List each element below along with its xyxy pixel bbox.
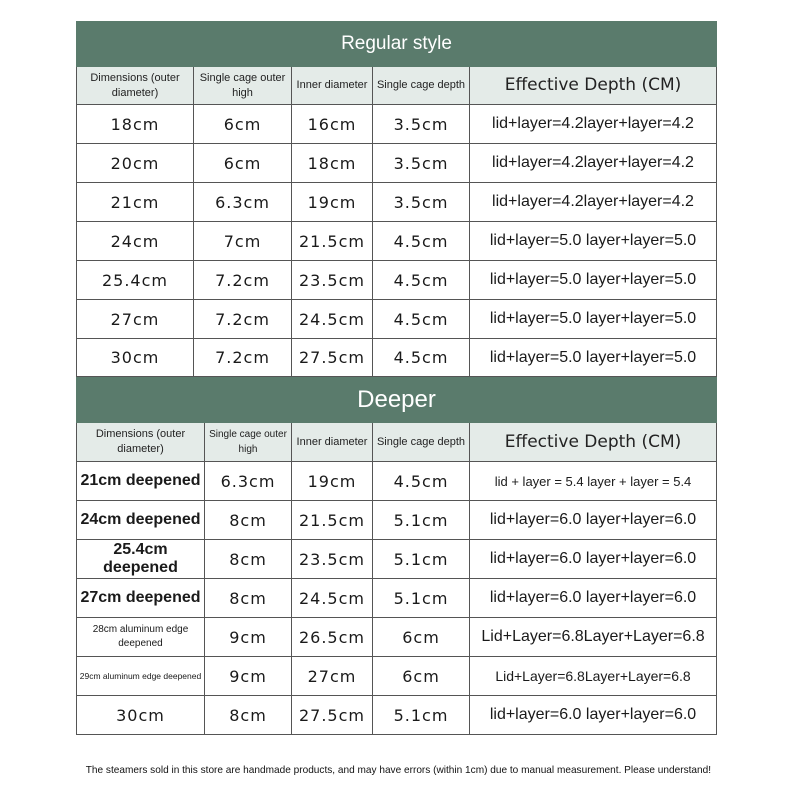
table-cell: 6.3cm bbox=[194, 183, 292, 222]
table-cell: 28cm aluminum edge deepened bbox=[77, 618, 205, 657]
table-cell: 30cm bbox=[77, 339, 194, 377]
table-cell: 7.2cm bbox=[194, 300, 292, 339]
table-row bbox=[77, 339, 717, 377]
table-cell: 30cm bbox=[77, 696, 205, 735]
table-cell: 4.5cm bbox=[373, 462, 470, 501]
regular-style-table bbox=[76, 21, 717, 377]
table-cell: lid+layer=5.0 layer+layer=5.0 bbox=[470, 300, 717, 339]
table-cell: 5.1cm bbox=[373, 579, 470, 618]
header-cell: Inner diameter bbox=[292, 423, 373, 462]
table-cell: 3.5cm bbox=[373, 105, 470, 144]
header-cell: Dimensions (outer diameter) bbox=[77, 423, 205, 462]
table-cell: 19cm bbox=[292, 183, 373, 222]
table-cell: 8cm bbox=[205, 579, 292, 618]
header-cell: Inner diameter bbox=[292, 67, 373, 105]
table-cell: Lid+Layer=6.8Layer+Layer=6.8 bbox=[470, 618, 717, 657]
table-row bbox=[77, 222, 717, 261]
table-cell: 24.5cm bbox=[292, 300, 373, 339]
section-title: Deeper bbox=[77, 378, 717, 423]
table-cell: 7cm bbox=[194, 222, 292, 261]
table-row bbox=[77, 144, 717, 183]
table-cell: lid + layer = 5.4 layer + layer = 5.4 bbox=[470, 462, 717, 501]
deeper-title-row bbox=[77, 378, 717, 423]
table-cell: 6cm bbox=[373, 657, 470, 696]
table-cell: lid+layer=5.0 layer+layer=5.0 bbox=[470, 222, 717, 261]
table-cell: lid+layer=5.0 layer+layer=5.0 bbox=[470, 339, 717, 377]
table-row bbox=[77, 696, 717, 735]
header-row bbox=[77, 423, 717, 462]
table-row bbox=[77, 300, 717, 339]
table-cell: 6cm bbox=[194, 105, 292, 144]
table-cell: 21cm bbox=[77, 183, 194, 222]
table-cell: 7.2cm bbox=[194, 339, 292, 377]
table-cell: lid+layer=5.0 layer+layer=5.0 bbox=[470, 261, 717, 300]
table-cell: Lid+Layer=6.8Layer+Layer=6.8 bbox=[470, 657, 717, 696]
table-row bbox=[77, 657, 717, 696]
table-cell: 24cm deepened bbox=[77, 501, 205, 540]
table-row bbox=[77, 540, 717, 579]
table-cell: 25.4cm deepened bbox=[77, 540, 205, 579]
footer-note: The steamers sold in this store are handmade products, and may have errors (within 1cm) due to manual measurement. Please understand! bbox=[85, 764, 712, 776]
table-row bbox=[77, 183, 717, 222]
header-cell: Dimensions (outer diameter) bbox=[77, 67, 194, 105]
table-cell: 9cm bbox=[205, 657, 292, 696]
table-cell: 18cm bbox=[292, 144, 373, 183]
regular-title-row bbox=[77, 22, 717, 67]
table-cell: 26.5cm bbox=[292, 618, 373, 657]
table-cell: 21cm deepened bbox=[77, 462, 205, 501]
table-cell: 23.5cm bbox=[292, 540, 373, 579]
table-cell: 25.4cm bbox=[77, 261, 194, 300]
table-cell: 6cm bbox=[373, 618, 470, 657]
table-cell: 27.5cm bbox=[292, 339, 373, 377]
table-cell: 21.5cm bbox=[292, 222, 373, 261]
table-cell: 19cm bbox=[292, 462, 373, 501]
header-cell: Single cage outer high bbox=[194, 67, 292, 105]
table-cell: 8cm bbox=[205, 501, 292, 540]
table-row bbox=[77, 261, 717, 300]
table-cell: 3.5cm bbox=[373, 183, 470, 222]
table-cell: 18cm bbox=[77, 105, 194, 144]
table-cell: lid+layer=4.2layer+layer=4.2 bbox=[470, 144, 717, 183]
table-cell: 4.5cm bbox=[373, 222, 470, 261]
table-cell: 4.5cm bbox=[373, 339, 470, 377]
table-cell: 16cm bbox=[292, 105, 373, 144]
table-cell: 23.5cm bbox=[292, 261, 373, 300]
table-cell: 20cm bbox=[77, 144, 194, 183]
table-row bbox=[77, 501, 717, 540]
table-row bbox=[77, 618, 717, 657]
table-cell: 24.5cm bbox=[292, 579, 373, 618]
table-cell: 21.5cm bbox=[292, 501, 373, 540]
table-cell: lid+layer=6.0 layer+layer=6.0 bbox=[470, 579, 717, 618]
section-title: Regular style bbox=[77, 22, 717, 67]
header-row bbox=[77, 67, 717, 105]
deeper-style-table bbox=[76, 377, 717, 735]
table-cell: 8cm bbox=[205, 540, 292, 579]
table-cell: 5.1cm bbox=[373, 501, 470, 540]
table-cell: lid+layer=6.0 layer+layer=6.0 bbox=[470, 501, 717, 540]
header-cell: Single cage depth bbox=[373, 423, 470, 462]
header-cell: Effective Depth (CM) bbox=[470, 67, 717, 105]
table-cell: 5.1cm bbox=[373, 540, 470, 579]
table-cell: 6.3cm bbox=[205, 462, 292, 501]
table-cell: 3.5cm bbox=[373, 144, 470, 183]
table-cell: 27cm bbox=[77, 300, 194, 339]
table-row bbox=[77, 579, 717, 618]
table-cell: lid+layer=4.2layer+layer=4.2 bbox=[470, 183, 717, 222]
table-cell: 4.5cm bbox=[373, 300, 470, 339]
table-cell: 4.5cm bbox=[373, 261, 470, 300]
table-cell: 9cm bbox=[205, 618, 292, 657]
table-row bbox=[77, 462, 717, 501]
table-cell: 27cm deepened bbox=[77, 579, 205, 618]
table-cell: lid+layer=4.2layer+layer=4.2 bbox=[470, 105, 717, 144]
header-cell: Effective Depth (CM) bbox=[470, 423, 717, 462]
table-cell: 7.2cm bbox=[194, 261, 292, 300]
table-cell: 27.5cm bbox=[292, 696, 373, 735]
table-cell: 8cm bbox=[205, 696, 292, 735]
table-row bbox=[77, 105, 717, 144]
table-cell: lid+layer=6.0 layer+layer=6.0 bbox=[470, 540, 717, 579]
header-cell: Single cage depth bbox=[373, 67, 470, 105]
table-cell: lid+layer=6.0 layer+layer=6.0 bbox=[470, 696, 717, 735]
table-cell: 27cm bbox=[292, 657, 373, 696]
header-cell: Single cage outer high bbox=[205, 423, 292, 462]
table-cell: 5.1cm bbox=[373, 696, 470, 735]
table-cell: 24cm bbox=[77, 222, 194, 261]
table-cell: 29cm aluminum edge deepened bbox=[77, 657, 205, 696]
table-cell: 6cm bbox=[194, 144, 292, 183]
